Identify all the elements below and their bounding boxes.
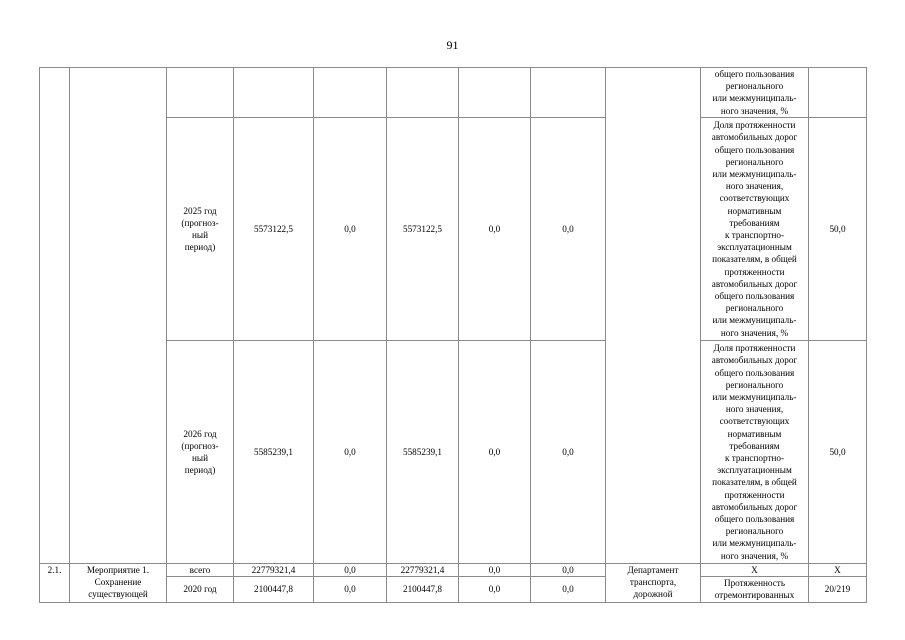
target-cell: 50,0	[809, 118, 867, 341]
other-cell: 0,0	[531, 341, 606, 564]
federal-cell: 0,0	[314, 341, 387, 564]
period-cell: 2026 год (прогноз- ный период)	[167, 341, 234, 564]
regional-cell: 5585239,1	[387, 341, 459, 564]
federal-cell: 0,0	[314, 577, 387, 602]
period-cell: 2020 год	[167, 577, 234, 602]
period-cell: всего	[167, 564, 234, 577]
total-cell: 22779321,4	[234, 564, 314, 577]
regional-cell	[387, 68, 459, 118]
target-cell: 50,0	[809, 341, 867, 564]
local-cell: 0,0	[459, 341, 531, 564]
federal-cell: 0,0	[314, 564, 387, 577]
name-cell	[70, 68, 167, 564]
indicator-cell: общего пользования регионального или межмуниципаль- ного значения, %	[701, 68, 809, 118]
local-cell: 0,0	[459, 118, 531, 341]
regional-cell: 5573122,5	[387, 118, 459, 341]
target-cell: Х	[809, 564, 867, 577]
executor-cell	[606, 68, 701, 564]
regional-cell: 22779321,4	[387, 564, 459, 577]
target-cell: 20/219	[809, 577, 867, 602]
other-cell: 0,0	[531, 577, 606, 602]
other-cell: 0,0	[531, 564, 606, 577]
indicator-cell: Доля протяженности автомобильных дорог общего пользования регионального или межмуниципаль- ного значения, соответствующих нормативным требованиям к транспортно- эксплуатационным показателям, в общей протяженности автомобильных дорог общего пользования регионального или межмуниципаль- ного значения, %	[701, 341, 809, 564]
period-cell: 2025 год (прогноз- ный период)	[167, 118, 234, 341]
other-cell	[531, 68, 606, 118]
total-cell: 5573122,5	[234, 118, 314, 341]
local-cell: 0,0	[459, 577, 531, 602]
table-row	[40, 68, 867, 118]
target-cell	[809, 68, 867, 118]
local-cell	[459, 68, 531, 118]
name-cell: Мероприятие 1. Сохранение существующей	[70, 564, 167, 603]
local-cell: 0,0	[459, 564, 531, 577]
number-cell	[40, 68, 70, 564]
program-table	[39, 67, 867, 603]
federal-cell	[314, 68, 387, 118]
indicator-cell: Протяженность отремонтированных	[701, 577, 809, 602]
executor-cell: Департамент транспорта, дорожной	[606, 564, 701, 603]
period-cell	[167, 68, 234, 118]
indicator-cell: Х	[701, 564, 809, 577]
indicator-cell: Доля протяженности автомобильных дорог общего пользования регионального или межмуниципаль- ного значения, соответствующих нормативным требованиям к транспортно- эксплуатационным показателям, в общей протяженности автомобильных дорог общего пользования регионального или межмуниципаль- ного значения, %	[701, 118, 809, 341]
total-cell: 5585239,1	[234, 341, 314, 564]
federal-cell: 0,0	[314, 118, 387, 341]
page-number: 91	[446, 38, 459, 52]
total-cell: 2100447,8	[234, 577, 314, 602]
total-cell	[234, 68, 314, 118]
regional-cell: 2100447,8	[387, 577, 459, 602]
table-row	[40, 564, 867, 577]
number-cell: 2.1.	[40, 564, 70, 603]
other-cell: 0,0	[531, 118, 606, 341]
